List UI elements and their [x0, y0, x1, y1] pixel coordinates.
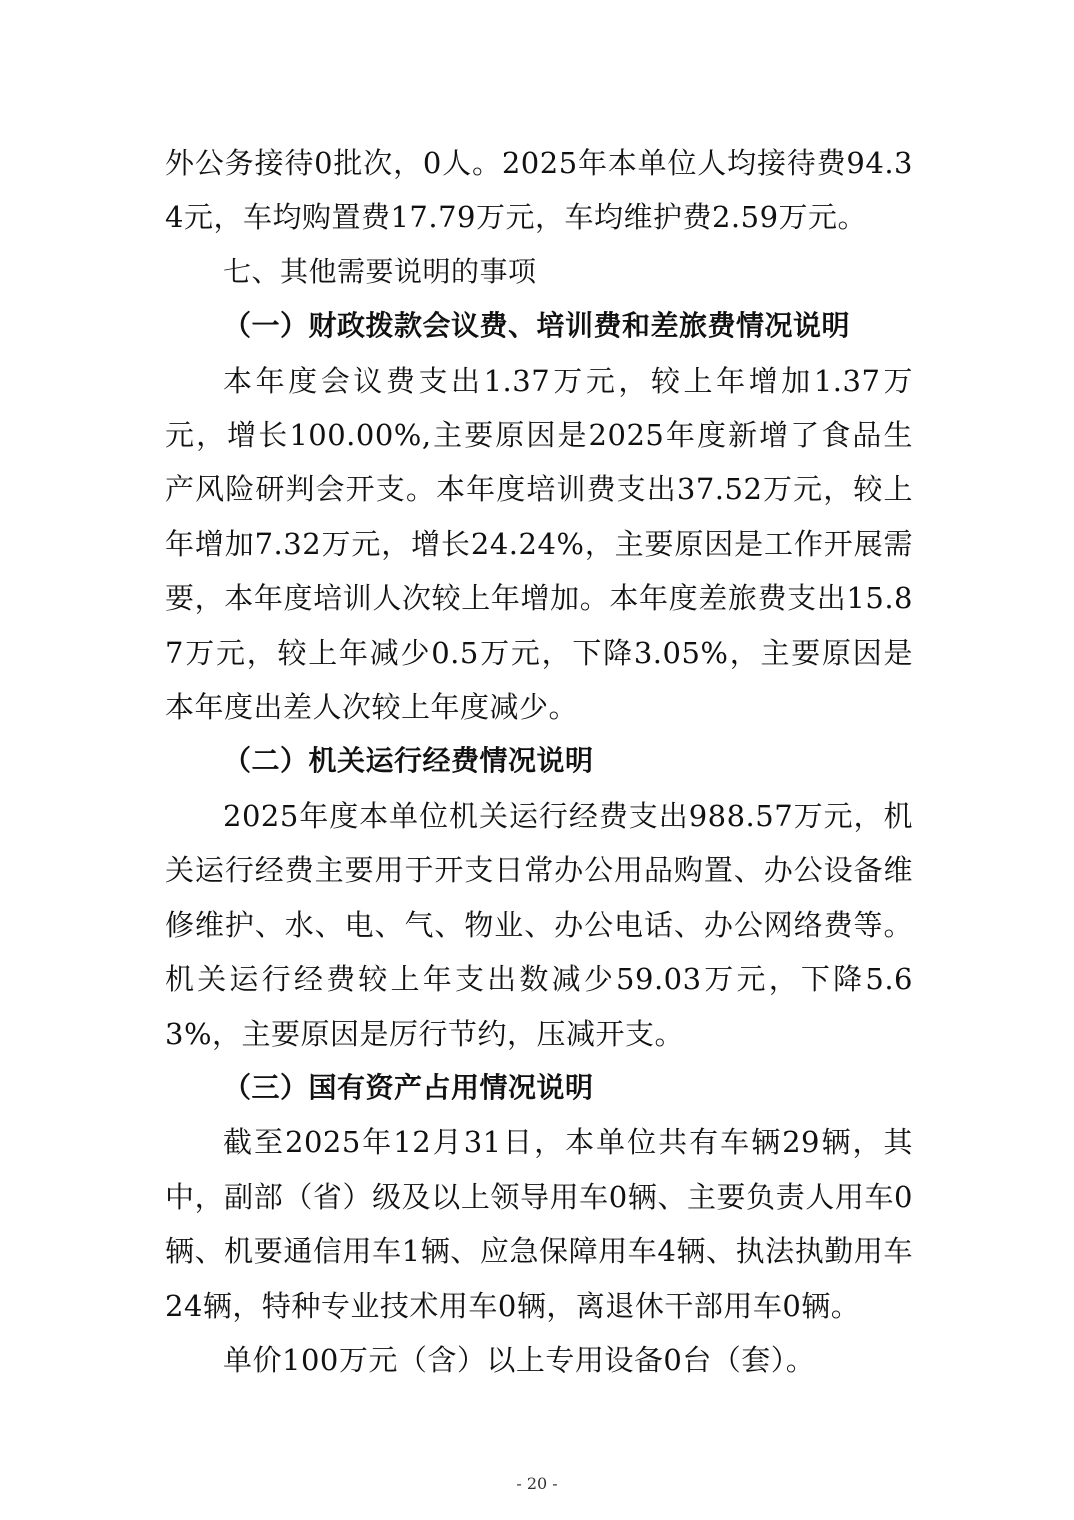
paragraph-equipment: 单价100万元（含）以上专用设备0台（套）。: [223, 1342, 816, 1377]
paragraph-continuation: 外公务接待0批次，0人。2025年本单位人均接待费94.34元，车均购置费17.79万元，车均维护费2.59万元。: [165, 146, 913, 235]
paragraph-vehicles: 截至2025年12月31日，本单位共有车辆29辆，其中，副部（省）级及以上领导用车0辆、主要负责人用车0辆、机要通信用车1辆、应急保障用车4辆、执法执勤用车24辆，特种专业技术用车0辆，离退休干部用车0辆。: [165, 1125, 913, 1323]
subsection-heading-1: （一）财政拨款会议费、培训费和差旅费情况说明: [223, 309, 851, 343]
paragraph-operating-expenses: 2025年度本单位机关运行经费支出988.57万元，机关运行经费主要用于开支日常办公用品购置、办公设备维修维护、水、电、气、物业、办公电话、办公网络费等。机关运行经费较上年支出数减少59.03万元，下降5.63%，主要原因是厉行节约，压减开支。: [165, 798, 913, 1051]
subsection-heading-3: （三）国有资产占用情况说明: [223, 1070, 594, 1104]
section-heading-other-matters: 七、其他需要说明的事项: [223, 254, 537, 288]
page-number: - 20 -: [516, 1474, 558, 1493]
subsection-heading-2: （二）机关运行经费情况说明: [223, 744, 594, 778]
paragraph-meeting-training-travel: 本年度会议费支出1.37万元，较上年增加1.37万元，增长100.00%,主要原因是2025年度新增了食品生产风险研判会开支。本年度培训费支出37.52万元，较上年增加7.32万元，增长24.24%，主要原因是工作开展需要，本年度培训人次较上年增加。本年度差旅费支出15.87万元，较上年减少0.5万元，下降3.05%，主要原因是本年度出差人次较上年度减少。: [165, 363, 913, 725]
document-body: [165, 136, 913, 1387]
